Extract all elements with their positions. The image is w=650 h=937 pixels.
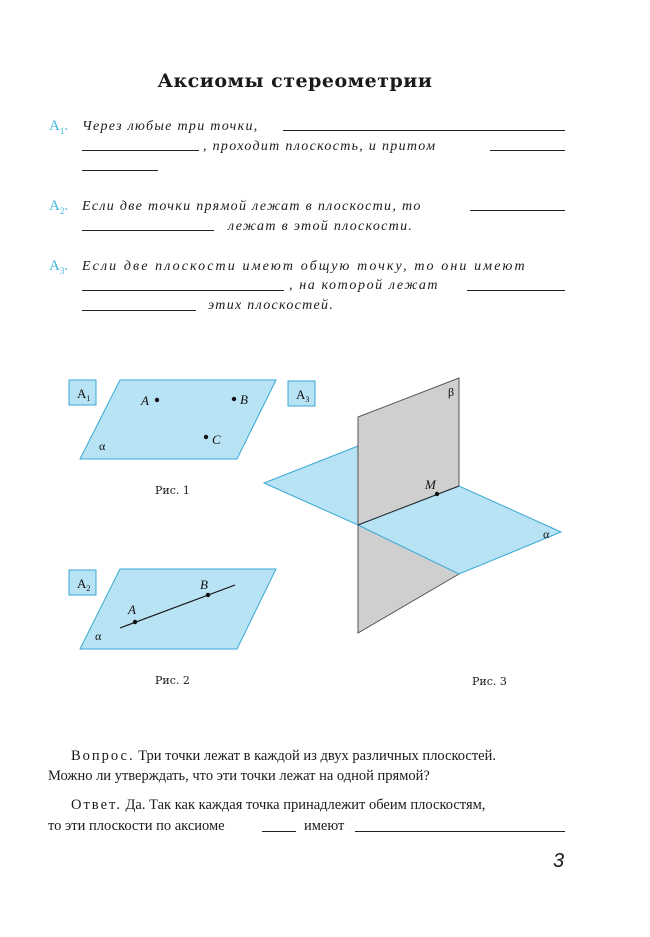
axiom-1-line-1: Через любые три точки,	[82, 119, 259, 134]
axiom-2-line-1: Если две точки прямой лежат в плоскости, то	[82, 199, 422, 214]
axiom-1-line-2: , проходит плоскость, и притом	[203, 139, 437, 154]
fig2-point-a	[133, 620, 137, 624]
page-title: Аксиомы стереометрии	[157, 70, 433, 92]
axiom-2-blank-1[interactable]	[470, 210, 565, 211]
fig1-plane-label: α	[99, 439, 106, 453]
fig2-caption: Рис. 2	[155, 674, 190, 687]
fig2-point-b	[206, 593, 210, 597]
axiom-1-blank-3[interactable]	[490, 150, 565, 151]
answer-line-2b: имеют	[304, 818, 345, 834]
fig1-point-a-label: A	[141, 393, 149, 408]
fig3-alpha-back	[264, 446, 358, 525]
axiom-3-line-2: , на которой лежат	[289, 278, 440, 293]
axiom-2-label: $А_2$.	[49, 198, 69, 216]
axiom-1-blank-2[interactable]	[82, 150, 199, 151]
answer-line-2a: то эти плоскости по аксиоме	[48, 818, 225, 834]
question-line-1: Вопрос. Три точки лежат в каждой из двух различных плоскостей.	[71, 748, 496, 764]
fig3-beta-label: β	[448, 385, 455, 399]
question-line-2: Можно ли утверждать, что эти точки лежат на одной прямой?	[48, 768, 430, 784]
fig2-point-b-label: B	[200, 577, 208, 592]
fig1-caption: Рис. 1	[155, 484, 190, 497]
figure-2	[69, 569, 276, 649]
axiom-3-label: $А_3$.	[49, 258, 69, 276]
axiom-3-line-1: Если две плоскости имеют общую точку, то они имеют	[82, 259, 527, 274]
fig1-point-b-label: B	[240, 392, 248, 407]
figure-3	[264, 378, 561, 633]
axiom-3-blank-1[interactable]	[82, 290, 284, 291]
answer-line-1: Ответ. Да. Так как каждая точка принадлежит обеим плоскостям,	[71, 797, 486, 813]
fig3-point-m	[435, 492, 439, 496]
figure-1	[69, 380, 276, 459]
axiom-3-blank-3[interactable]	[82, 310, 196, 311]
axiom-1-blank-1[interactable]	[283, 130, 565, 131]
axiom-1-label: $А_1$.	[49, 118, 69, 136]
figures-area	[0, 360, 600, 660]
answer-label: Ответ.	[71, 797, 122, 813]
axiom-2-line-2: лежат в этой плоскости.	[228, 219, 414, 234]
axiom-3-blank-2[interactable]	[467, 290, 565, 291]
axiom-3-line-3: этих плоскостей.	[208, 298, 335, 313]
fig1-badge-text: $A_1$	[77, 386, 91, 403]
fig1-point-c	[204, 435, 208, 439]
question-label: Вопрос.	[71, 748, 135, 764]
fig3-alpha-label: α	[543, 527, 550, 541]
axiom-2-blank-2[interactable]	[82, 230, 214, 231]
fig1-point-c-label: C	[212, 432, 221, 447]
answer-blank-result[interactable]	[355, 831, 565, 832]
fig3-caption: Рис. 3	[472, 675, 507, 688]
page-number: 3	[553, 850, 565, 872]
fig2-point-a-label: A	[128, 602, 136, 617]
fig2-plane-alpha	[80, 569, 276, 649]
fig2-plane-label: α	[95, 629, 102, 643]
fig3-point-m-label: M	[425, 477, 436, 492]
fig1-point-b	[232, 397, 236, 401]
answer-blank-axiom[interactable]	[262, 831, 296, 832]
axiom-1-blank-4[interactable]	[82, 170, 158, 171]
fig2-badge-text: $A_2$	[77, 576, 91, 593]
fig1-point-a	[155, 398, 159, 402]
fig3-badge-text: $A_3$	[296, 387, 310, 404]
